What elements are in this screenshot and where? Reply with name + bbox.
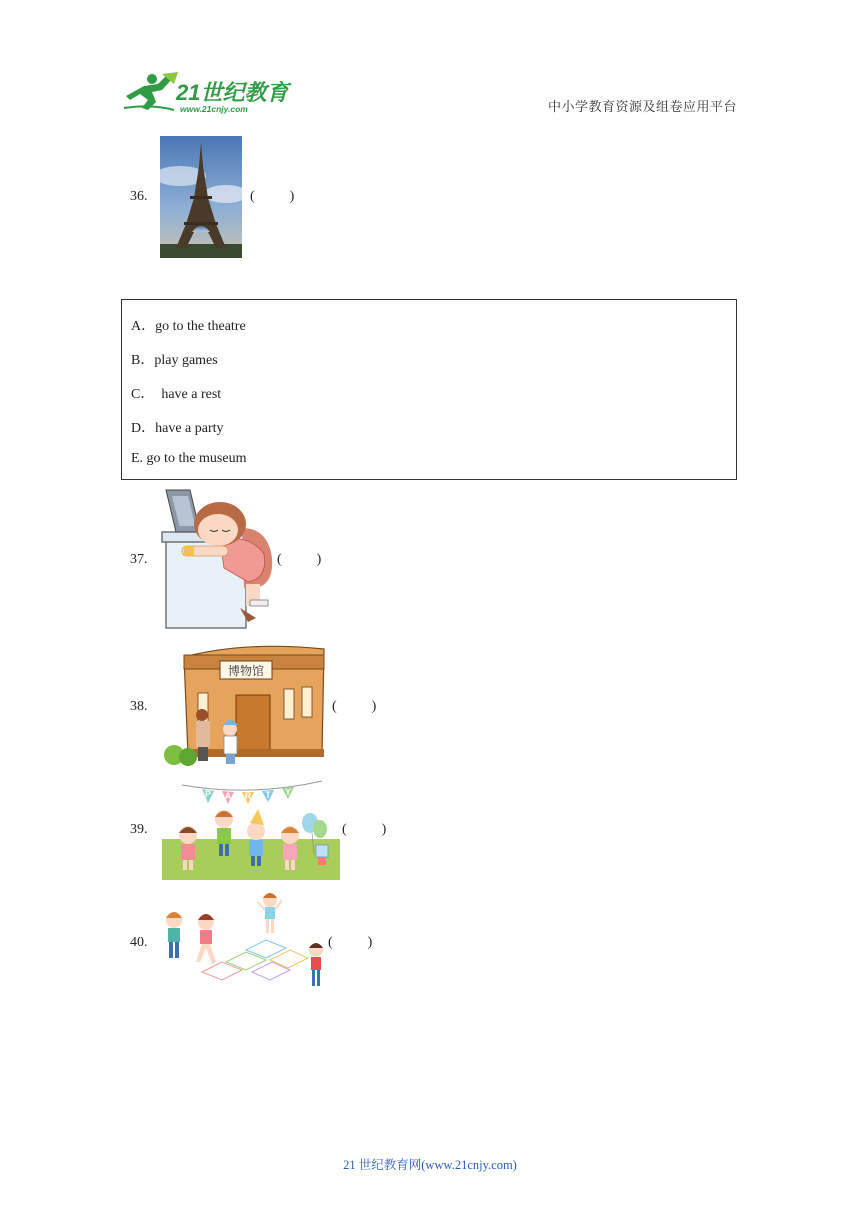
museum-sign: 博物馆 <box>227 664 265 678</box>
answer-blank[interactable]: ( ) <box>328 935 373 950</box>
eiffel-tower-image <box>160 136 242 258</box>
options-box <box>121 299 737 480</box>
site-logo <box>122 70 292 116</box>
museum-image <box>164 643 326 768</box>
question-number: 37. <box>130 552 148 567</box>
banner-letter: Y <box>284 787 292 797</box>
option-a: A．go to the theatre <box>131 319 246 334</box>
party-image <box>162 779 340 880</box>
question-number: 39. <box>130 822 148 837</box>
answer-blank[interactable]: ( ) <box>277 552 322 567</box>
header-platform-text: 中小学教育资源及组卷应用平台 <box>548 99 738 114</box>
banner-letter: P <box>204 789 212 799</box>
banner-letter: T <box>265 790 271 800</box>
question-number: 38. <box>130 699 148 714</box>
answer-blank[interactable]: ( ) <box>250 189 295 204</box>
hopscotch-image <box>162 890 328 994</box>
banner-letter: R <box>244 791 252 801</box>
question-number: 40. <box>130 935 148 950</box>
option-c: C． have a rest <box>131 387 222 402</box>
answer-blank[interactable]: ( ) <box>332 699 377 714</box>
logo-subtext: www.21cnjy.com <box>180 104 248 114</box>
question-number: 36. <box>130 189 148 204</box>
option-b: B．play games <box>131 353 218 368</box>
logo-text: 21世纪教育 <box>176 80 289 105</box>
option-e: E. go to the museum <box>131 451 247 466</box>
banner-letter: A <box>224 791 232 801</box>
footer-website[interactable]: 21 世纪教育网(www.21cnjy.com) <box>343 1158 517 1172</box>
option-d: D．have a party <box>131 421 224 436</box>
answer-blank[interactable]: ( ) <box>342 822 387 837</box>
girl-resting-image <box>160 488 276 630</box>
